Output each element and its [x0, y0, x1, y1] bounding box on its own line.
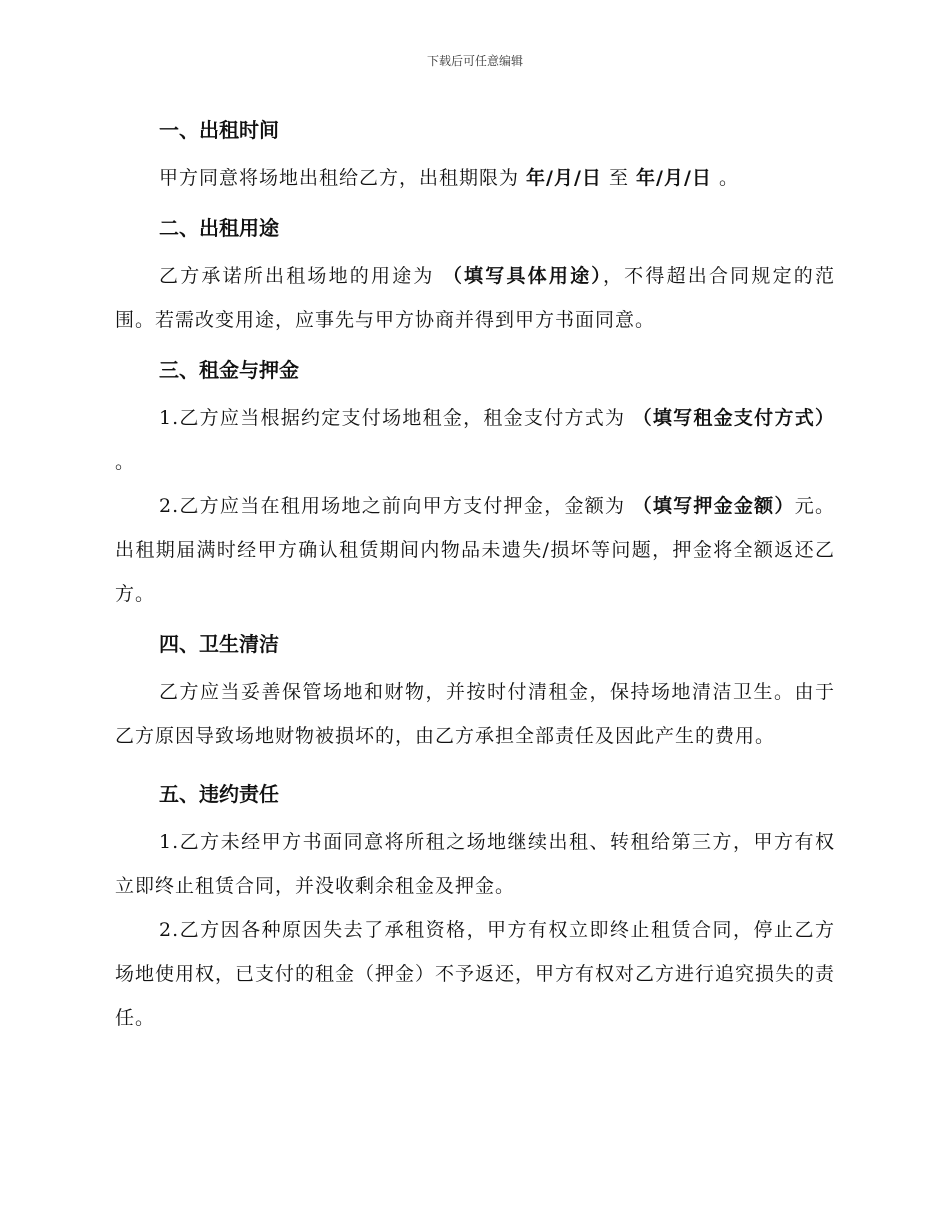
placeholder-start-date: 年/月/日	[526, 167, 602, 189]
paragraph-deposit	[115, 484, 835, 616]
text-run: 乙方承诺所出租场地的用途为	[159, 265, 443, 287]
text-run: ，不得超出合同规定的范围。若需改变用途，应事先与甲方协商并得到甲方书面同意。	[115, 265, 835, 331]
section-heading-rental-purpose: 二、出租用途	[159, 216, 279, 240]
paragraph-cleaning: 乙方应当妥善保管场地和财物，并按时付清租金，保持场地清洁卫生。由于乙方原因导致场地财物被损坏的，由乙方承担全部责任及因此产生的费用。	[115, 681, 835, 747]
text-run: 。	[115, 451, 136, 473]
paragraph-rent-payment	[115, 396, 835, 484]
placeholder-purpose: （填写具体用途）	[442, 265, 603, 287]
text-run: 。	[711, 167, 739, 189]
section-heading-cleaning: 四、卫生清洁	[159, 632, 279, 656]
placeholder-deposit-amount: （填写押金金额）	[632, 495, 795, 517]
placeholder-payment-method: （填写租金支付方式）	[632, 407, 835, 429]
section-heading-breach: 五、违约责任	[159, 782, 279, 806]
paragraph-breach-qualification: 2.乙方因各种原因失去了承租资格，甲方有权立即终止租赁合同，停止乙方场地使用权，已支付的租金（押金）不予返还，甲方有权对乙方进行追究损失的责任。	[115, 919, 836, 1029]
placeholder-end-date: 年/月/日	[636, 167, 712, 189]
paragraph-rental-purpose	[115, 254, 835, 342]
page-header: 下载后可任意编辑	[426, 54, 523, 68]
section-heading-rent-deposit: 三、租金与押金	[159, 358, 299, 382]
text-run: 元。出租期届满时经甲方确认租赁期间内物品未遗失/损坏等问题，押金将全额返还乙方。	[115, 495, 835, 605]
text-run: 1.乙方应当根据约定支付场地租金，租金支付方式为	[159, 407, 633, 429]
paragraph-breach-sublet: 1.乙方未经甲方书面同意将所租之场地继续出租、转租给第三方，甲方有权立即终止租赁合同，并没收剩余租金及押金。	[115, 831, 835, 897]
document-body	[115, 108, 835, 1040]
text-run: 2.乙方应当在租用场地之前向甲方支付押金，金额为	[159, 495, 633, 517]
text-run: 至	[601, 167, 637, 189]
paragraph-rental-period	[115, 156, 835, 200]
text-run: 甲方同意将场地出租给乙方，出租期限为	[159, 167, 527, 189]
section-heading-rental-period: 一、出租时间	[159, 118, 279, 142]
